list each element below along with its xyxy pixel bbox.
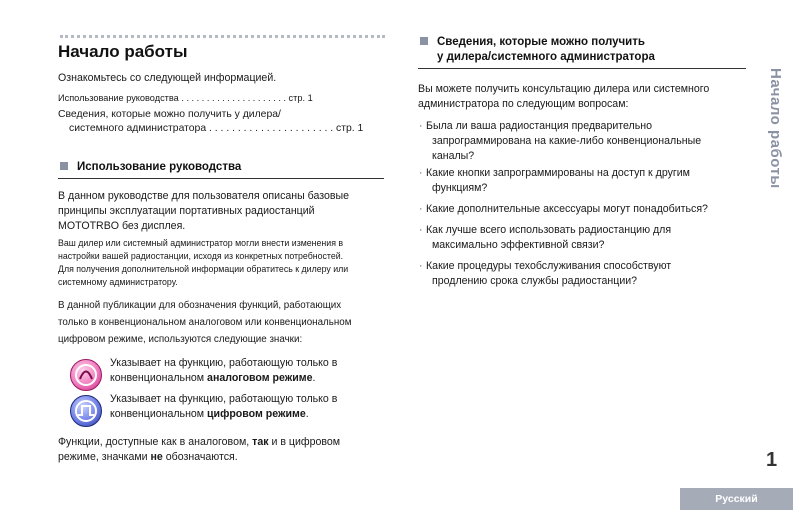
list-item: · Какие процедуры техобслуживания способствуют продлению срока службы радиостанции? (419, 260, 672, 287)
list-item: · Какие дополнительные аксессуары могут понадобиться? (419, 203, 708, 215)
page-number: 1 (766, 449, 778, 471)
list-item: · Была ли ваша радиостанция предварительно запрограммирована на какие-либо конвенциональные каналы? (419, 120, 702, 162)
section-rule (58, 178, 384, 179)
title-dotted-rule (60, 35, 385, 38)
toc-entry-dealer[interactable] (58, 108, 376, 136)
paragraph-dealer-note: Ваш дилер или системный администратор могли внести изменения в настройки вашей радиостанции, исходя из конкретных потребностей. Для получения дополнительной информации обратитесь к дилеру или системному администратору. (58, 238, 349, 287)
toc-page: стр. 1 (336, 123, 364, 134)
toc-dots: . . . . . . . . . . . . . . . . . . . . . . (206, 123, 337, 134)
digital-description: Указывает на функцию, работающую только в конвенциональном цифровом режиме. (110, 393, 338, 420)
dealer-intro: Вы можете получить консультацию дилера или системного администратора по следующим вопросам: (418, 83, 710, 110)
toc-label-line1: Сведения, которые можно получить у дилера/ (58, 109, 281, 120)
toc-entry-usage[interactable] (58, 91, 376, 105)
paragraph-icons-intro: В данной публикации для обозначения функций, работающих только в конвенциональном аналоговом или конвенциональном цифровом режиме, используются следующие значки: (58, 300, 352, 345)
intro-text: Ознакомьтесь со следующей информацией. (58, 72, 277, 84)
section-square-icon (420, 37, 428, 45)
page-title: Начало работы (58, 42, 188, 61)
section-square-icon (60, 162, 68, 170)
list-item: · Как лучше всего использовать радиостанцию для максимально эффективной связи? (419, 224, 672, 251)
paragraph-no-icon-note: Функции, доступные как в аналоговом, так и в цифровом режиме, значками не обозначаются. (58, 436, 341, 463)
section-rule (418, 68, 746, 69)
analog-mode-icon (70, 359, 102, 391)
chapter-side-tab: Начало работы (767, 68, 784, 189)
analog-description: Указывает на функцию, работающую только в конвенциональном аналоговом режиме. (110, 357, 338, 384)
toc-label: Использование руководства (58, 93, 179, 103)
language-tab: Русский (680, 488, 793, 510)
section-heading-dealer: Сведения, которые можно получить у дилера/системного администратора (420, 35, 655, 65)
list-item: · Какие кнопки запрограммированы на доступ к другим функциям? (419, 167, 690, 194)
paragraph-intro: В данном руководстве для пользователя описаны базовые принципы эксплуатации портативных радиостанций MOTOTRBO без дисплея. (58, 190, 350, 232)
digital-mode-icon (70, 395, 102, 427)
toc-label-line2: системного администратора (69, 123, 207, 134)
section-heading-usage: Использование руководства (60, 160, 241, 175)
toc-page: стр. 1 (288, 93, 313, 103)
toc-dots: . . . . . . . . . . . . . . . . . . . . . (178, 93, 289, 103)
